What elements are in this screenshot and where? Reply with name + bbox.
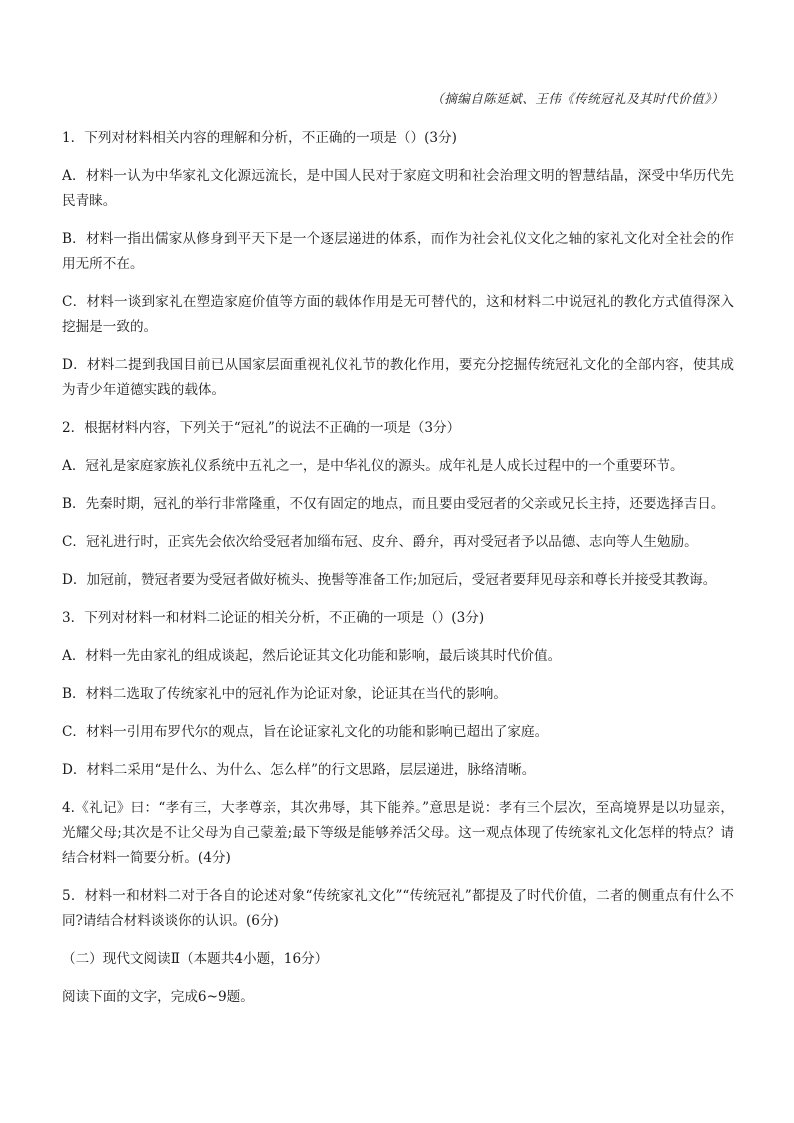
- question-2-option-c: C．冠礼进行时，正宾先会依次给受冠者加缁布冠、皮弁、爵弁，再对受冠者予以品德、志向等人生勉励。: [62, 534, 698, 550]
- question-1-option-a: A．材料一认为中华家礼文化源远流长，是中国人民对于家庭文明和社会治理文明的智慧结晶，深受中华历代先民青睐。: [62, 168, 734, 209]
- reading-instruction: 阅读下面的文字，完成6~9题。: [62, 989, 254, 1005]
- question-1-stem: 1．下列对材料相关内容的理解和分析，不正确的一项是（）(3分): [62, 130, 457, 146]
- question-1-option-b: B．材料一指出儒家从修身到平天下是一个逐层递进的体系，而作为社会礼仪文化之轴的家礼文化对全社会的作用无所不在。: [62, 231, 734, 272]
- section-heading: （二）现代文阅读Ⅱ（本题共4小题，16分）: [62, 951, 329, 967]
- question-4: 4.《礼记》曰：“孝有三，大孝尊亲，其次弗辱，其下能养。”意思是说：孝有三个层次，至高境界是以功显亲，光耀父母;其次是不让父母为自己蒙羞;最下等级是能够养活父母。这一观点体现了传统家礼文化怎样的特点？请结合材料一简要分析。(4分): [62, 800, 734, 866]
- question-2-option-d: D．加冠前，赞冠者要为受冠者做好梳头、挽髻等准备工作;加冠后，受冠者要拜见母亲和尊长并接受其教诲。: [62, 572, 717, 588]
- source-citation: （摘编自陈延斌、王伟《传统冠礼及其时代价值》）: [431, 91, 724, 106]
- question-3-option-a: A．材料一先由家礼的组成谈起，然后论证其文化功能和影响，最后谈其时代价值。: [62, 648, 562, 664]
- question-2-option-a: A．冠礼是家庭家族礼仪系统中五礼之一，是中华礼仪的源头。成年礼是人成长过程中的一个重要环节。: [62, 458, 684, 474]
- question-2-stem: 2．根据材料内容，下列关于“冠礼”的说法不正确的一项是（3分）: [62, 420, 461, 436]
- question-3-option-c: C．材料一引用布罗代尔的观点，旨在论证家礼文化的功能和影响已超出了家庭。: [62, 724, 549, 740]
- question-1-option-c: C．材料一谈到家礼在塑造家庭价值等方面的载体作用是无可替代的，这和材料二中说冠礼的教化方式值得深入挖掘是一致的。: [62, 294, 734, 335]
- question-1-option-d: D．材料二提到我国目前已从国家层面重视礼仪礼节的教化作用，要充分挖掘传统冠礼文化的全部内容，使其成为青少年道德实践的载体。: [62, 357, 734, 398]
- question-3-stem: 3．下列对材料一和材料二论证的相关分析，不正确的一项是（）(3分): [62, 610, 485, 626]
- document-body: [62, 126, 734, 1010]
- question-2-option-b: B．先秦时期，冠礼的举行非常隆重，不仅有固定的地点，而且要由受冠者的父亲或兄长主持，还要选择吉日。: [62, 496, 725, 512]
- question-3-option-d: D．材料二采用“是什么、为什么、怎么样”的行文思路，层层递进，脉络清晰。: [62, 762, 536, 778]
- question-3-option-b: B．材料二选取了传统家礼中的冠礼作为论证对象，论证其在当代的影响。: [62, 686, 507, 702]
- question-5: 5．材料一和材料二对于各自的论述对象“传统家礼文化”“传统冠礼”都提及了时代价值，二者的侧重点有什么不同?请结合材料谈谈你的认识。(6分): [62, 888, 734, 929]
